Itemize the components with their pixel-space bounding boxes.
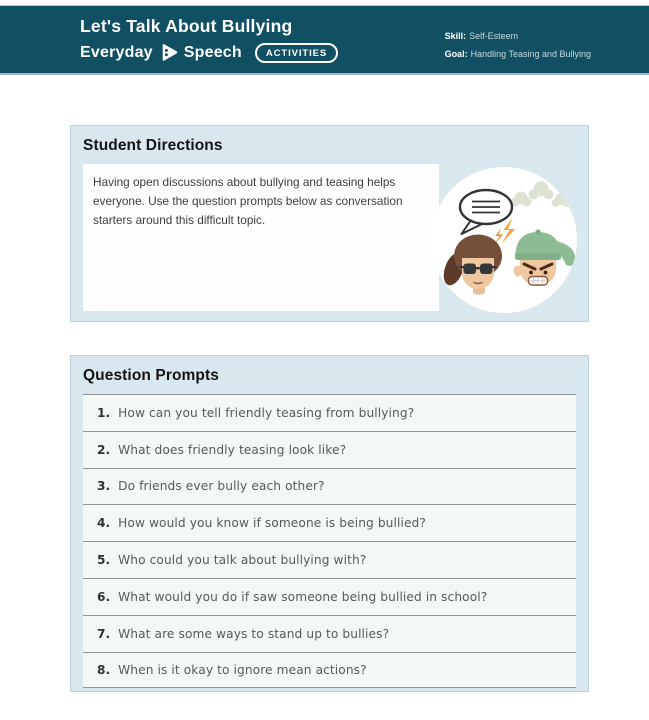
question-prompts-heading: Question Prompts [83,367,219,384]
student-directions-heading: Student Directions [83,137,223,154]
page-title: Let's Talk About Bullying [80,16,293,36]
question-row [83,541,576,578]
student-directions-text: Having open discussions about bullying and teasing helps everyone. Use the question prompts below as conversation starters around this difficult topic. [93,175,403,227]
goal-line [445,46,591,64]
question-row [83,615,576,652]
girl-talking-to-angry-boy-illustration [431,167,577,313]
illustration-svg [431,167,577,313]
question-number: 2. [97,442,111,457]
question-number: 4. [97,516,111,531]
goal-label: Goal: [444,48,468,59]
skill-value: Self-Esteem [469,31,519,41]
student-directions-body-box [83,164,439,311]
question-row [83,578,576,615]
question-number: 7. [97,626,111,641]
question-text: What are some ways to stand up to bullies? [118,626,390,641]
question-row [83,394,576,431]
question-text: Do friends ever bully each other? [118,479,325,494]
question-text: Who could you talk about bullying with? [118,553,367,568]
question-number: 1. [97,405,111,420]
question-row [83,468,576,505]
question-text: How would you know if someone is being bullied? [118,516,426,531]
header-left [80,15,338,73]
question-number: 5. [97,553,111,568]
play-icon [158,42,179,63]
worksheet-header [0,5,649,75]
skill-label: Skill: [444,31,467,41]
question-number: 8. [97,662,111,677]
question-row [83,652,576,689]
student-directions-section [70,125,589,322]
question-list [83,394,576,688]
logo-word-everyday: Everyday [80,43,153,61]
logo-word-speech: Speech [183,43,242,61]
skill-goal-block [445,15,591,73]
question-text: What would you do if saw someone being bullied in school? [118,589,488,604]
question-text: What does friendly teasing look like? [118,442,347,457]
goal-value: Handling Teasing and Bullying [470,48,591,59]
question-prompts-section [70,355,589,692]
question-text: When is it okay to ignore mean actions? [118,662,367,677]
skill-line [445,28,591,46]
question-row [83,504,576,541]
everyday-speech-logo [80,42,338,63]
question-number: 3. [97,479,111,494]
activities-badge[interactable]: ACTIVITIES [255,43,338,63]
question-number: 6. [97,589,111,604]
gritted-teeth-icon [529,277,548,286]
question-text: How can you tell friendly teasing from bullying? [118,405,415,420]
question-row [83,431,576,468]
